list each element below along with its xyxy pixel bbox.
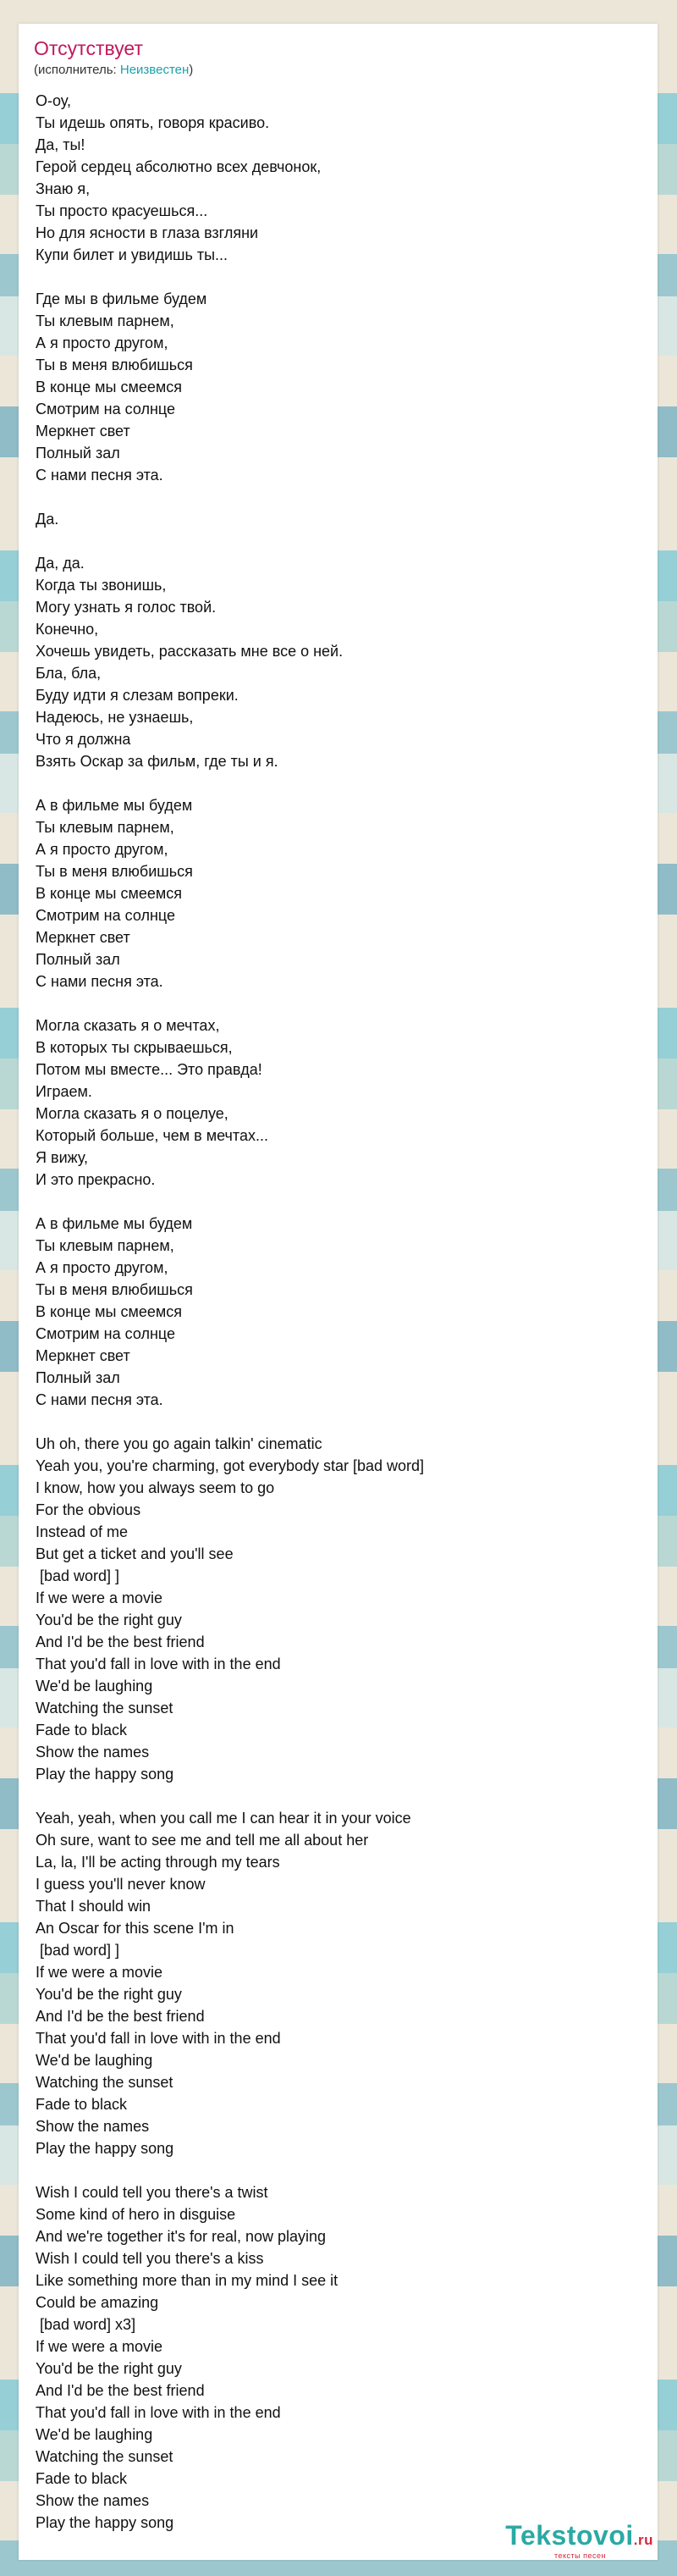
lyric-line: You'd be the right guy (36, 1986, 182, 2003)
lyric-line: Но для ясности в глаза взгляни (36, 224, 259, 241)
lyric-line: La, la, I'll be acting through my tears (36, 1854, 280, 1871)
stanza-break (36, 2159, 424, 2181)
lyric-line: Да, ты! (36, 136, 85, 153)
lyric-line: Ты клевым парнем, (36, 1237, 174, 1254)
lyric-line: Смотрим на солнце (36, 401, 176, 417)
lyric-line: С нами песня эта. (36, 467, 163, 484)
lyric-line: Show the names (36, 2492, 150, 2509)
lyric-line: And I'd be the best friend (36, 2008, 205, 2025)
lyric-line: Смотрим на солнце (36, 1325, 176, 1342)
lyric-line: Uh oh, there you go again talkin' cinematic (36, 1435, 322, 1452)
lyric-line: А в фильме мы будем (36, 1215, 193, 1232)
lyric-line: А я просто другом, (36, 841, 168, 858)
lyric-line: Могу узнать я голос твой. (36, 599, 217, 616)
lyric-line: Знаю я, (36, 180, 91, 197)
lyric-line: We'd be laughing (36, 1678, 153, 1694)
stanza-break (36, 1785, 424, 1807)
lyric-line: В конце мы смеемся (36, 379, 182, 395)
lyric-line: Wish I could tell you there's a twist (36, 2184, 268, 2201)
lyric-line: Смотрим на солнце (36, 907, 176, 924)
lyric-line: Ты клевым парнем, (36, 819, 174, 836)
stanza-break (36, 772, 424, 794)
stanza-break (36, 530, 424, 552)
lyric-line: А в фильме мы будем (36, 797, 193, 814)
lyric-line: Где мы в фильме будем (36, 290, 207, 307)
lyric-line: Watching the sunset (36, 2448, 173, 2465)
stanza-break (36, 1411, 424, 1433)
lyric-line: Который больше, чем в мечтах... (36, 1127, 268, 1144)
artist-link[interactable]: Неизвестен (119, 63, 190, 77)
lyrics-text (36, 90, 424, 2534)
stanza-break (36, 266, 424, 288)
lyric-line: Меркнет свет (36, 929, 130, 946)
song-title: Отсутствует (34, 37, 143, 59)
lyric-line: Watching the sunset (36, 1700, 173, 1716)
lyric-line: For the obvious (36, 1501, 141, 1518)
lyric-line: Play the happy song (36, 2514, 174, 2531)
lyric-line: Wish I could tell you there's a kiss (36, 2250, 264, 2267)
lyric-line: If we were a movie (36, 1964, 163, 1981)
lyric-line: Fade to black (36, 2096, 128, 2113)
logo-name: Tekstovoi (505, 2520, 634, 2551)
lyric-line: [bad word] ] (36, 1567, 120, 1584)
lyric-line: Ты в меня влюбишься (36, 1281, 193, 1298)
lyric-line: Меркнет свет (36, 1347, 130, 1364)
lyric-line: And we're together it's for real, now playing (36, 2228, 327, 2245)
artist-prefix: (исполнитель: (34, 63, 120, 77)
stanza-break (36, 486, 424, 508)
logo-tld: .ru (633, 2532, 653, 2548)
lyric-line: Like something more than in my mind I see it (36, 2272, 338, 2289)
lyric-line: And I'd be the best friend (36, 1633, 205, 1650)
lyric-line: Бла, бла, (36, 665, 102, 682)
lyric-line: But get a ticket and you'll see (36, 1545, 234, 1562)
lyric-line: That you'd fall in love with in the end (36, 1656, 281, 1672)
lyric-line: Буду идти я слезам вопреки. (36, 687, 239, 704)
lyric-line: [bad word] ] (36, 1942, 120, 1959)
lyric-line: Yeah, yeah, when you call me I can hear it in your voice (36, 1810, 411, 1827)
lyric-line: If we were a movie (36, 2338, 163, 2355)
lyric-line: Could be amazing (36, 2294, 159, 2311)
lyric-line: And I'd be the best friend (36, 2382, 205, 2399)
lyric-line: An Oscar for this scene I'm in (36, 1920, 234, 1937)
lyric-line: А я просто другом, (36, 334, 168, 351)
lyric-line: Играем. (36, 1083, 92, 1100)
lyric-line: В которых ты скрываешься, (36, 1039, 233, 1056)
lyric-line: Ты просто красуешься... (36, 202, 208, 219)
lyric-line: I know, how you always seem to go (36, 1479, 275, 1496)
lyric-line: Yeah you, you're charming, got everybody star [bad word] (36, 1457, 425, 1474)
lyric-line: И это прекрасно. (36, 1171, 156, 1188)
lyric-line: [bad word] x3] (36, 2316, 136, 2333)
logo-tagline: тексты песен (553, 2551, 606, 2560)
stanza-break (36, 1191, 424, 1213)
lyric-line: Конечно, (36, 621, 99, 638)
lyric-line: С нами песня эта. (36, 1391, 163, 1408)
lyric-line: Могла сказать я о мечтах, (36, 1017, 220, 1034)
lyric-line: Some kind of hero in disguise (36, 2206, 236, 2223)
lyric-line: Fade to black (36, 2470, 128, 2487)
lyric-line: Меркнет свет (36, 423, 130, 439)
lyric-line: В конце мы смеемся (36, 1303, 182, 1320)
lyric-line: Герой сердец абсолютно всех девчонок, (36, 158, 322, 175)
lyric-line: Fade to black (36, 1722, 128, 1739)
lyric-line: Потом мы вместе... Это правда! (36, 1061, 262, 1078)
lyric-line: You'd be the right guy (36, 2360, 182, 2377)
lyric-line: That I should win (36, 1898, 151, 1915)
lyric-line: Полный зал (36, 951, 120, 968)
lyric-line: Ты в меня влюбишься (36, 863, 193, 880)
artist-suffix: ) (189, 63, 194, 77)
lyric-line: Надеюсь, не узнаешь, (36, 709, 194, 726)
logo-wordmark (505, 2520, 653, 2551)
lyric-line: We'd be laughing (36, 2426, 153, 2443)
lyric-line: Play the happy song (36, 2140, 174, 2157)
lyric-line: Ты в меня влюбишься (36, 357, 193, 373)
site-logo[interactable] (479, 2520, 653, 2560)
lyric-line: That you'd fall in love with in the end (36, 2030, 281, 2047)
lyric-line: Полный зал (36, 445, 120, 462)
lyric-line: Я вижу, (36, 1149, 89, 1166)
lyric-line: Да. (36, 511, 59, 528)
lyric-line: We'd be laughing (36, 2052, 153, 2069)
lyric-line: Могла сказать я о поцелуе, (36, 1105, 228, 1122)
lyric-line: You'd be the right guy (36, 1611, 182, 1628)
lyric-line: Play the happy song (36, 1766, 174, 1783)
lyric-line: Полный зал (36, 1369, 120, 1386)
lyric-line: Хочешь увидеть, рассказать мне все о ней. (36, 643, 344, 660)
stanza-break (36, 992, 424, 1014)
lyric-line: Что я должна (36, 731, 131, 748)
lyric-line: Взять Оскар за фильм, где ты и я. (36, 753, 278, 770)
lyric-line: Ты идешь опять, говоря красиво. (36, 114, 270, 131)
lyric-line: If we were a movie (36, 1589, 163, 1606)
lyric-line: Watching the sunset (36, 2074, 173, 2091)
lyric-line: Ты клевым парнем, (36, 312, 174, 329)
lyric-line: Show the names (36, 2118, 150, 2135)
lyric-line: Когда ты звонишь, (36, 577, 167, 594)
lyric-line: С нами песня эта. (36, 973, 163, 990)
lyric-line: Instead of me (36, 1523, 129, 1540)
lyric-line: В конце мы смеемся (36, 885, 182, 902)
lyric-line: О-оу, (36, 92, 72, 109)
lyric-line: I guess you'll never know (36, 1876, 206, 1893)
lyric-line: Да, да. (36, 555, 85, 572)
lyric-line: That you'd fall in love with in the end (36, 2404, 281, 2421)
artist-byline (34, 63, 193, 77)
lyric-line: Купи билет и увидишь ты... (36, 246, 228, 263)
lyric-line: Show the names (36, 1744, 150, 1761)
lyric-line: А я просто другом, (36, 1259, 168, 1276)
lyric-line: Oh sure, want to see me and tell me all about her (36, 1832, 369, 1849)
